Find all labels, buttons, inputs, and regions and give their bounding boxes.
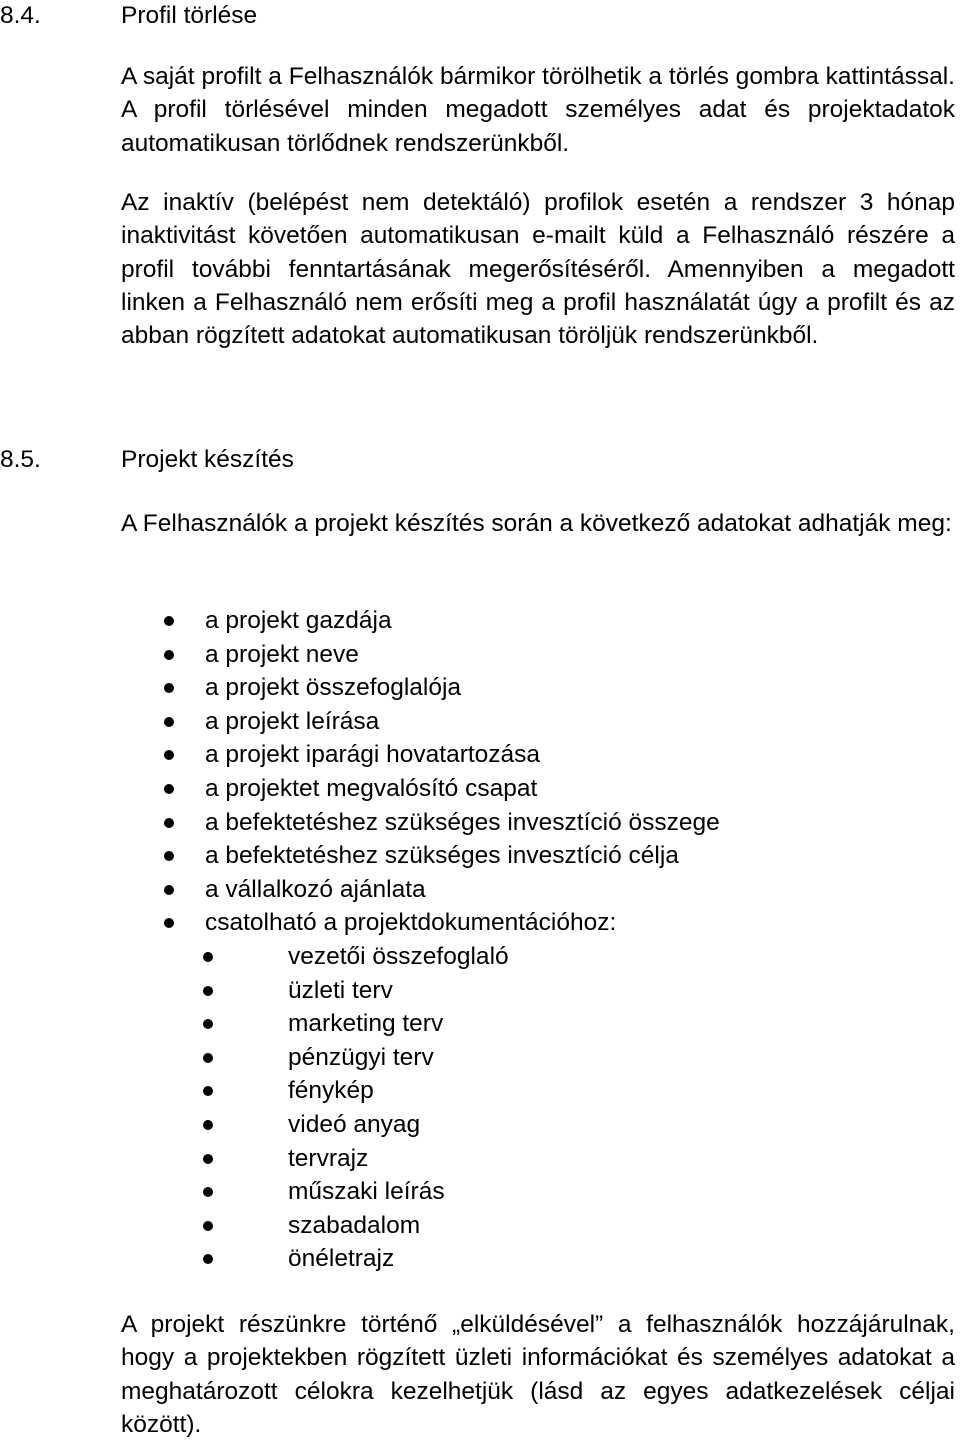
project-data-list [164, 604, 864, 940]
sub-list-item [203, 1175, 803, 1209]
list-item-label: videó anyag [288, 1110, 421, 1138]
list-item [164, 638, 864, 672]
bullet-icon [164, 717, 174, 727]
list-item [164, 604, 864, 638]
list-item [164, 671, 864, 705]
sub-list-item [203, 974, 803, 1008]
section-number: 8.4. [0, 2, 41, 29]
list-item-label: a vállalkozó ajánlata [205, 875, 426, 903]
bullet-icon [203, 1053, 213, 1063]
list-item-label: vezetői összefoglaló [288, 943, 509, 970]
bullet-icon [203, 1187, 213, 1197]
list-item [164, 772, 864, 806]
sub-list-item [203, 1209, 803, 1243]
section-title: Projekt készítés [121, 446, 294, 473]
list-item-label: a projekt leírása [205, 707, 380, 735]
sub-list-item [203, 1074, 803, 1108]
bullet-icon [203, 1154, 213, 1164]
list-item-label: önéletrajz [288, 1245, 395, 1273]
list-item-label: a befektetéshez szükséges invesztíció célja [205, 842, 679, 870]
bullet-icon [164, 818, 174, 828]
list-item [164, 806, 864, 840]
attachment-list [203, 940, 803, 1276]
list-item [164, 839, 864, 873]
paragraph-consent: A projekt részünkre történő „elküldésével” a felhasználók hozzájárulnak, hogy a projektekben rögzített üzleti információkat és személyes adatokat a meghatározott célokra kezelhetjük (lásd az egyes adatkezelések céljai között). [121, 1311, 955, 1438]
paragraph-inactive-profiles: Az inaktív (belépést nem detektáló) profilok esetén a rendszer 3 hónap inaktivitást követően automatikusan e-mailt küld a Felhasználó részére a profil további fenntartásának megerősítéséről. Amennyiben a megadott linken a Felhasználó nem erősíti meg a profil használatát úgy a profilt és az abban rögzített adatokat automatikusan töröljük rendszerünkből. [121, 189, 955, 350]
sub-list-item [203, 1007, 803, 1041]
list-item-label: marketing terv [288, 1010, 444, 1038]
bullet-icon [164, 918, 174, 928]
list-item-label: tervrajz [288, 1144, 369, 1172]
list-item-label: a projekt iparági hovatartozása [205, 741, 541, 769]
list-item-label: a projekt neve [205, 640, 359, 668]
list-item [164, 906, 864, 940]
bullet-icon [203, 986, 213, 996]
list-item-label: üzleti terv [288, 976, 393, 1004]
bullet-icon [203, 1254, 213, 1264]
list-item-label: pénzügyi terv [288, 1043, 434, 1071]
sub-list-item [203, 940, 803, 974]
list-item-label: a befektetéshez szükséges invesztíció összege [205, 808, 720, 836]
list-item [164, 873, 864, 907]
sub-list-item [203, 1142, 803, 1176]
list-item-label: fénykép [288, 1077, 374, 1105]
list-item-label: a projekt összefoglalója [205, 674, 462, 702]
bullet-icon [203, 952, 213, 962]
list-item-label: műszaki leírás [288, 1178, 445, 1206]
list-item-label: szabadalom [288, 1211, 421, 1239]
bullet-icon [164, 784, 174, 794]
list-item-label: a projekt gazdája [205, 607, 392, 634]
paragraph-profile-deletion: A saját profilt a Felhasználók bármikor törölhetik a törlés gombra kattintással. A profil törlésével minden megadott személyes adat és projektadatok automatikusan törlődnek rendszerünkből. [121, 63, 955, 157]
bullet-icon [203, 1221, 213, 1231]
list-item-label: csatolható a projektdokumentációhoz: [205, 909, 617, 937]
paragraph-project-intro: A Felhasználók a projekt készítés során a következő adatokat adhatják meg: [121, 510, 952, 537]
bullet-icon [164, 750, 174, 760]
bullet-icon [164, 851, 174, 861]
list-item [164, 705, 864, 739]
sub-list-item [203, 1242, 803, 1276]
sub-list-item [203, 1041, 803, 1075]
bullet-icon [203, 1120, 213, 1130]
bullet-icon [164, 683, 174, 693]
list-item-label: a projektet megvalósító csapat [205, 774, 538, 802]
bullet-icon [164, 616, 174, 626]
list-item [164, 738, 864, 772]
section-title: Profil törlése [121, 2, 258, 29]
bullet-icon [203, 1019, 213, 1029]
bullet-icon [203, 1086, 213, 1096]
bullet-icon [164, 885, 174, 895]
sub-list-item [203, 1108, 803, 1142]
section-number: 8.5. [0, 446, 41, 473]
bullet-icon [164, 650, 174, 660]
